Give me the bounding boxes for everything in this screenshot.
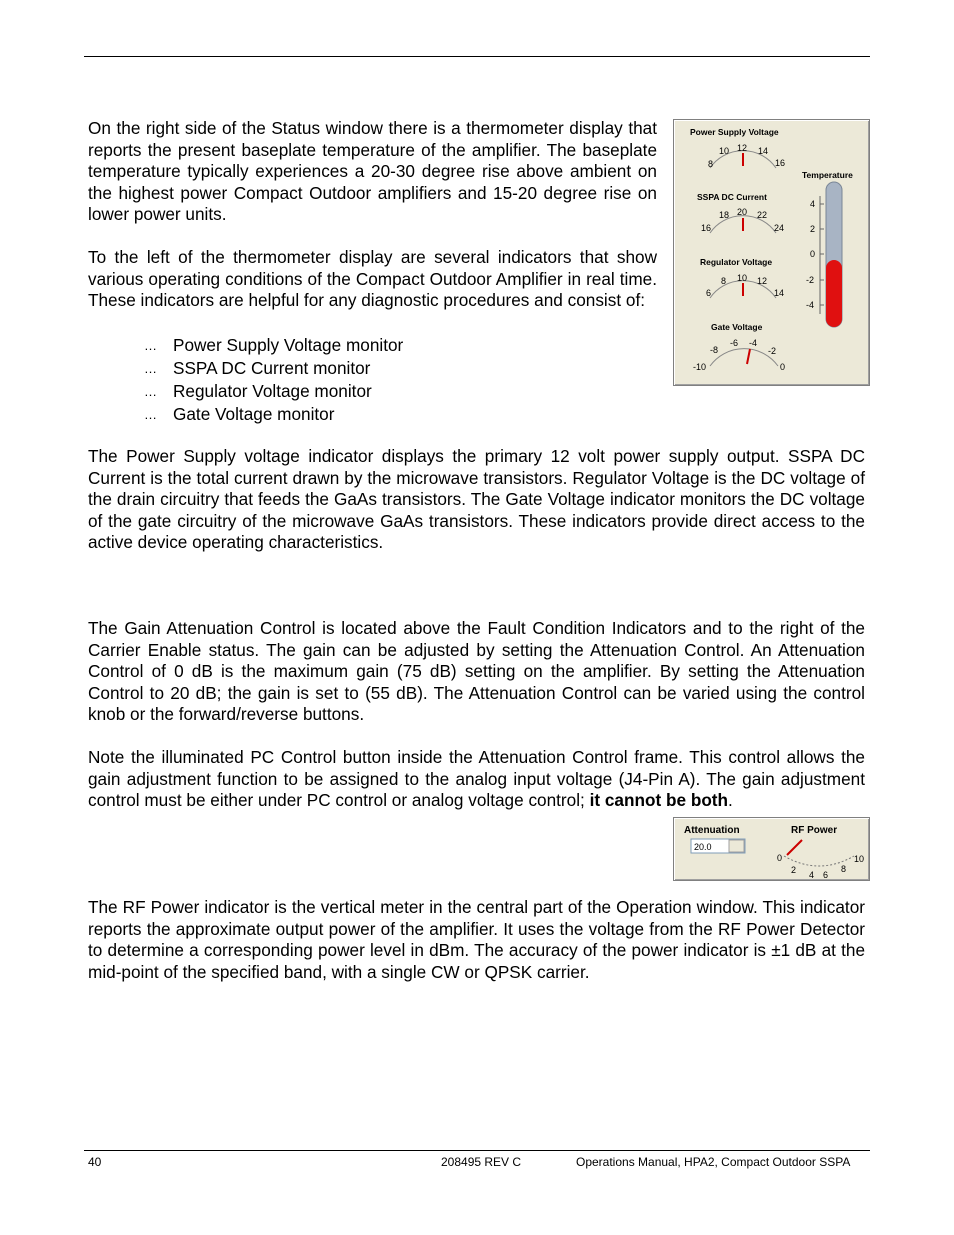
tick-label: 4 xyxy=(809,870,815,880)
attenuation-value: 20.0 xyxy=(694,842,712,852)
tick-label: 10 xyxy=(737,273,748,283)
tick-label: -2 xyxy=(806,275,815,285)
tick-label: 6 xyxy=(823,870,829,880)
list-item: … SSPA DC Current monitor xyxy=(144,358,371,378)
sspa-description-paragraph: The Power Supply voltage indicator displays the primary 12 volt power supply output. SSPA DC Current is the total current drawn by the microwave transistors. Regulator Voltage is the DC voltage of the drain circuitry that feeds the GaAs transistors. The Gate Voltage indicator monitors the DC voltage of the gate circuitry of the microwave GaAs transistors. These indicators provide direct access to the active device operating characteristics. xyxy=(88,446,865,552)
tick-label: 8 xyxy=(841,864,847,874)
tick-label: -4 xyxy=(806,300,815,310)
page-number: 40 xyxy=(88,1155,102,1169)
gate-label: Gate Voltage xyxy=(711,322,763,332)
tick-label: 8 xyxy=(721,276,727,286)
tick-label: 18 xyxy=(719,210,730,220)
tick-label: 10 xyxy=(719,146,730,156)
document-number: 208495 REV C xyxy=(441,1155,522,1169)
tick-label: -2 xyxy=(768,346,777,356)
tick-label: 12 xyxy=(757,276,768,286)
status-panel-figure xyxy=(673,119,870,386)
bullet-marker: … xyxy=(144,361,157,376)
power-supply-label: Power Supply Voltage xyxy=(690,127,779,137)
rf-power-needle xyxy=(787,840,802,855)
manual-title: Operations Manual, HPA2, Compact Outdoor SSPA xyxy=(576,1155,851,1169)
tick-label: 20 xyxy=(737,207,748,217)
attenuation-label: Attenuation xyxy=(684,825,740,836)
tick-label: 14 xyxy=(758,146,769,156)
sspa-current-label: SSPA DC Current xyxy=(697,192,767,202)
attenuation-spinner[interactable] xyxy=(729,840,744,852)
tick-label: 14 xyxy=(774,288,785,298)
tick-label: 16 xyxy=(775,158,786,168)
tick-label: 6 xyxy=(706,288,712,298)
thermometer-mercury xyxy=(826,260,842,327)
emphasis-text: it cannot be both xyxy=(589,790,729,810)
rf-power-label: RF Power xyxy=(791,825,838,836)
attenuation-controls xyxy=(674,818,869,880)
tick-label: 0 xyxy=(777,853,783,863)
tick-label: 10 xyxy=(854,854,865,864)
bullet-marker: … xyxy=(144,338,157,353)
header-rule xyxy=(84,56,870,57)
tick-label: 2 xyxy=(810,224,816,234)
tick-label: 16 xyxy=(701,223,712,233)
list-item: … Power Supply Voltage monitor xyxy=(144,335,404,355)
tick-label: 8 xyxy=(708,159,714,169)
tick-label: -10 xyxy=(693,362,707,372)
pc-control-paragraph: Note the illuminated PC Control button inside the Attenuation Control frame. This control allows the gain adjustment function to be assigned to the analog input voltage (J4-Pin A). The gain adjustment control must be either under PC control or analog voltage control; it cannot be both. xyxy=(88,747,865,810)
rf-power-paragraph: The RF Power indicator is the vertical meter in the central part of the Operation window. This indicator reports the approximate output power of the amplifier. It uses the voltage from the RF Power Detector to determine a corresponding power level in dBm. The accuracy of the power indicator is ±1 dB at the mid-point of the specified band, with a single CW or QPSK carrier. xyxy=(88,897,865,982)
tick-label: 0 xyxy=(780,362,786,372)
gate-needle xyxy=(747,349,750,364)
tick-label: -8 xyxy=(710,345,719,355)
regulator-label: Regulator Voltage xyxy=(700,257,773,267)
bullet-marker: … xyxy=(144,384,157,399)
gain-attenuation-paragraph: The Gain Attenuation Control is located above the Fault Condition Indicators and to the right of the Carrier Enable status. The gain can be adjusted by setting the Attenuation Control. An Attenuation Control of 0 dB is the maximum gain (75 dB) setting on the amplifier. By setting the Attenuation Control to 20 dB; the gain is set to (55 dB). The Attenuation Control can be varied using the control knob or the forward/reverse buttons. xyxy=(88,618,865,724)
thermometer-paragraph: On the right side of the Status window there is a thermometer display that reports the present baseplate temperature of the amplifier. The baseplate temperature typically experiences a 20-30 degree rise above ambient on the highest power Compact Outdoor amplifiers and 15-20 degree rise on lower power units. xyxy=(88,118,657,224)
tick-label: 24 xyxy=(774,223,785,233)
tick-label: -4 xyxy=(749,338,758,348)
status-gauges xyxy=(674,120,869,385)
attenuation-panel-figure xyxy=(673,817,870,881)
footer-rule xyxy=(84,1150,870,1151)
temperature-label: Temperature xyxy=(802,170,853,180)
list-item: … Regulator Voltage monitor xyxy=(144,381,372,401)
tick-label: -6 xyxy=(730,338,739,348)
list-item: … Gate Voltage monitor xyxy=(144,404,335,424)
indicator-list xyxy=(144,334,403,426)
indicators-paragraph: To the left of the thermometer display are several indicators that show various operating conditions of the Compact Outdoor Amplifier in real time. These indicators are helpful for any diagnostic procedures and consist of: xyxy=(88,247,657,310)
tick-label: 4 xyxy=(810,199,816,209)
tick-label: 22 xyxy=(757,210,768,220)
tick-label: 0 xyxy=(810,249,816,259)
tick-label: 2 xyxy=(791,865,797,875)
bullet-marker: … xyxy=(144,407,157,422)
tick-label: 12 xyxy=(737,143,748,153)
